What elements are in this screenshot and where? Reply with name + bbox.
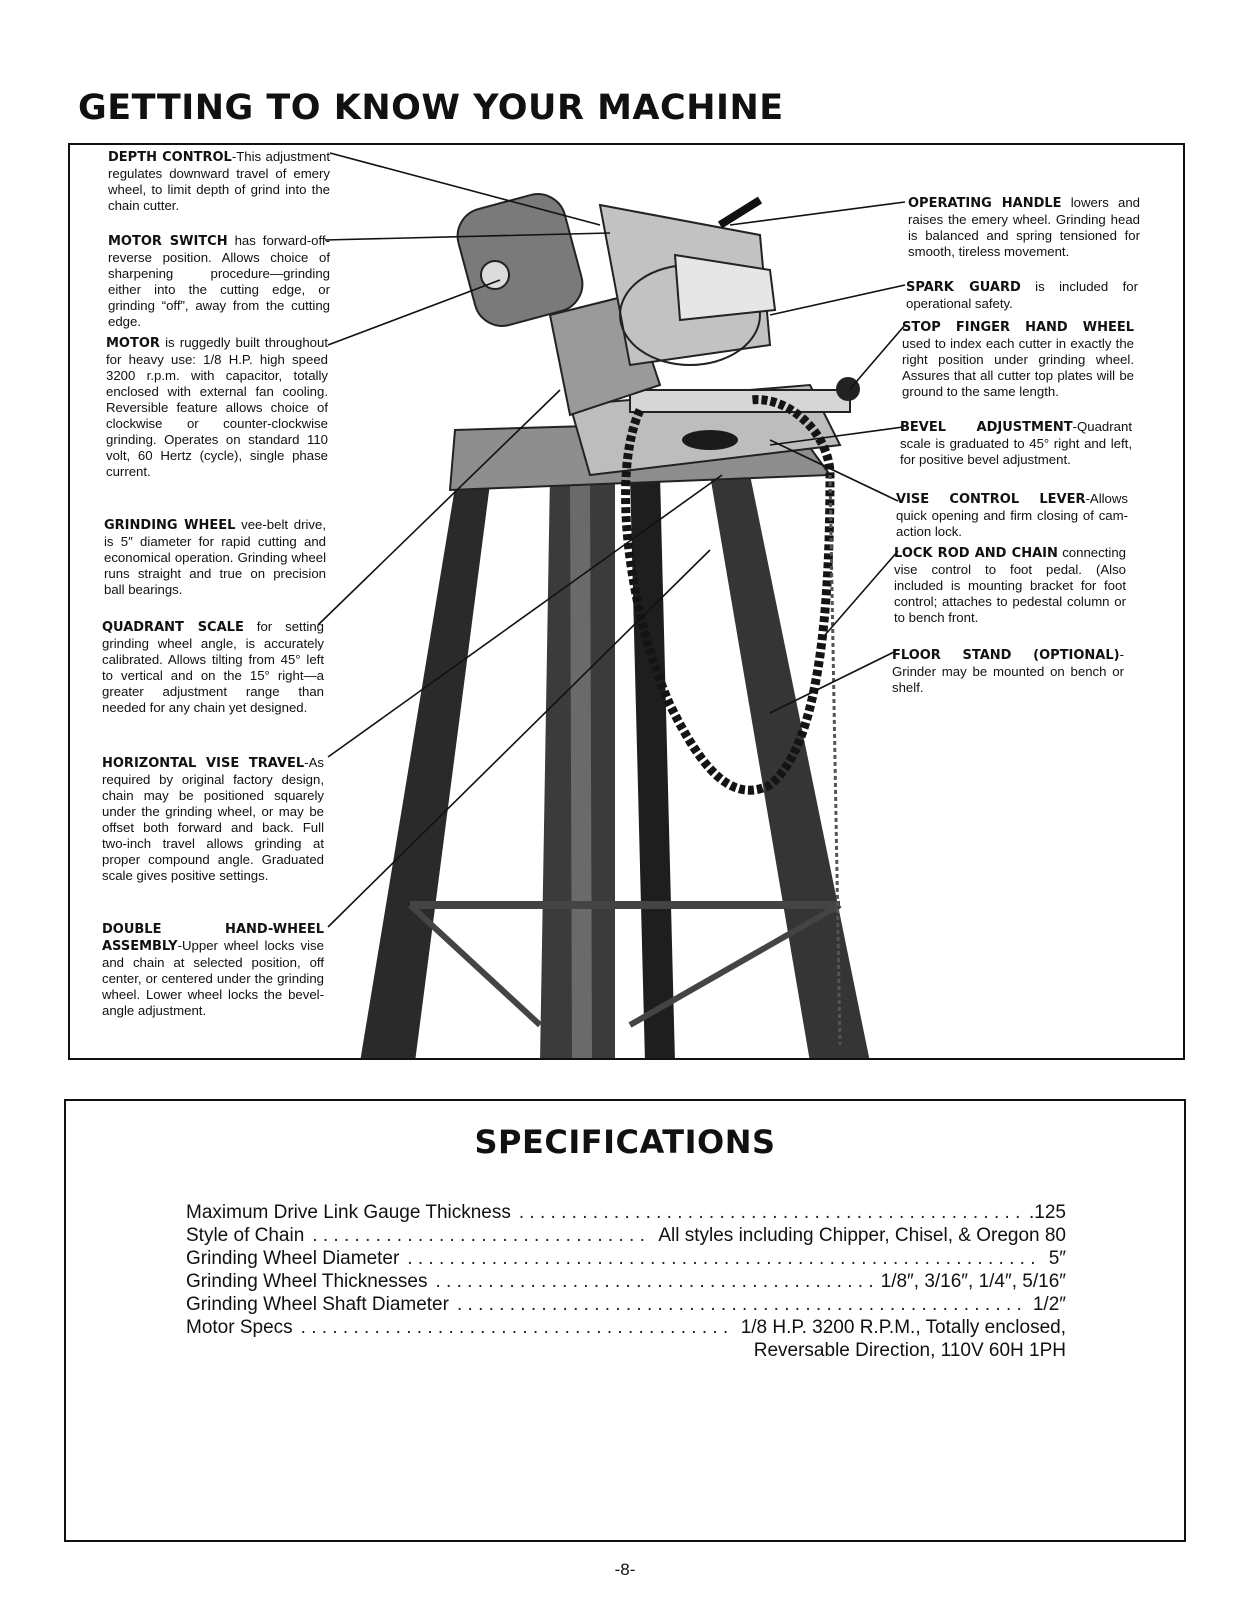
spec-row	[186, 1201, 1066, 1224]
spec-leader-dots	[457, 1293, 1025, 1316]
callout-heading: MOTOR	[106, 336, 160, 351]
callout-heading: QUADRANT SCALE	[102, 620, 244, 635]
callout-stop-finger-hand-wheel	[902, 319, 1134, 400]
stand-brace	[410, 905, 540, 1025]
callout-heading: HORIZONTAL VISE TRAVEL	[102, 756, 305, 771]
spec-motor-continuation: Reversable Direction, 110V 60H 1PH	[753, 1340, 1066, 1361]
callout-body: for setting grinding wheel angle, is accurately calibrated. Allows tilting from 45° left to vertical and on the 15° right—a greater adjustment range than needed for any chain yet designed.	[102, 619, 324, 715]
callout-bevel-adjustment	[900, 419, 1132, 468]
spec-label: Style of Chain	[186, 1225, 305, 1246]
spec-label: Maximum Drive Link Gauge Thickness	[186, 1202, 511, 1223]
callout-heading: GRINDING WHEEL	[104, 518, 236, 533]
callout-body: lowers and raises the emery wheel. Grinding head is balanced and spring tensioned for smooth, tireless movement.	[908, 195, 1140, 259]
callout-heading: VISE CONTROL LEVER	[896, 492, 1086, 507]
callout-heading: SPARK GUARD	[906, 280, 1021, 295]
spec-value: 1/8″, 3/16″, 1/4″, 5/16″	[880, 1271, 1066, 1292]
callout-spark-guard	[906, 279, 1138, 312]
spec-leader-dots	[312, 1224, 650, 1247]
spec-label: Grinding Wheel Diameter	[186, 1248, 400, 1269]
specifications-panel	[64, 1099, 1186, 1542]
callout-heading: DOUBLE HAND-WHEEL ASSEMBLY	[102, 922, 324, 954]
spec-label: Motor Specs	[186, 1317, 293, 1338]
spec-row	[186, 1270, 1066, 1293]
spec-row	[186, 1224, 1066, 1247]
callout-vise-control-lever	[896, 491, 1128, 540]
callout-body: vee-belt drive, is 5″ diameter for rapid cutting and economical operation. Grinding wheel runs straight and true on precision ball bearings.	[104, 517, 326, 597]
callout-body: -Allows quick opening and firm closing of cam-action lock.	[896, 491, 1128, 539]
callout-heading: DEPTH CONTROL	[108, 150, 232, 165]
callout-floor-stand	[892, 647, 1124, 696]
callout-lock-rod-and-chain	[894, 545, 1126, 626]
callout-body: is ruggedly built throughout for heavy use: 1/8 H.P. high speed 3200 r.p.m. with capacitor, totally enclosed with external fan cooling. Reversible feature allows choice of clockwise or counter-clockwise grinding. Operates on standard 110 volt, 60 Hertz (cycle), single phase current.	[106, 335, 328, 479]
callout-operating-handle	[908, 195, 1140, 260]
callout-heading: BEVEL ADJUSTMENT	[900, 420, 1073, 435]
callout-body: connecting vise control to foot pedal. (Also included is mounting bracket for foot control; attaches to pedestal column or to bench front.	[894, 545, 1126, 625]
callout-heading: FLOOR STAND (OPTIONAL)	[892, 648, 1120, 663]
stand-leg-center-highlight	[570, 475, 592, 1060]
specifications-title: SPECIFICATIONS	[474, 1123, 776, 1161]
spec-label: Grinding Wheel Thicknesses	[186, 1271, 428, 1292]
callout-heading: STOP FINGER HAND WHEEL	[902, 320, 1134, 335]
callout-grinding-wheel	[104, 517, 326, 598]
callout-heading: LOCK ROD AND CHAIN	[894, 546, 1058, 561]
spec-leader-dots	[407, 1247, 1040, 1270]
spec-leader-dots	[435, 1270, 872, 1293]
callout-heading: OPERATING HANDLE	[908, 196, 1062, 211]
callout-body: is included for operational safety.	[906, 279, 1139, 311]
spec-value: 1/8 H.P. 3200 R.P.M., Totally enclosed,	[740, 1317, 1066, 1338]
bevel-hand-wheel	[682, 430, 738, 450]
callout-body: -This adjustment regulates downward travel of emery wheel, to limit depth of grind into the chain cutter.	[108, 149, 330, 213]
page-title: GETTING TO KNOW YOUR MACHINE	[78, 88, 784, 128]
spec-value: 1/2″	[1032, 1294, 1066, 1315]
callout-body: -Quadrant scale is graduated to 45° right and left, for positive bevel adjustment.	[900, 419, 1132, 467]
callout-horizontal-vise-travel	[102, 755, 324, 884]
callout-body: -As required by original factory design, chain may be positioned squarely under the grinding wheel, or may be offset both forward and back. Full two-inch travel allows grinding at proper compound angle. Graduated scale gives positive settings.	[102, 755, 324, 883]
callout-motor	[106, 335, 328, 480]
spec-row	[186, 1293, 1066, 1316]
spec-row	[186, 1247, 1066, 1270]
callout-body: has forward-off-reverse position. Allows choice of sharpening procedure—grinding either into the cutting edge, or grinding “off”, away from the cutting edge.	[108, 233, 330, 329]
spec-leader-dots	[519, 1201, 1021, 1224]
spec-value: All styles including Chipper, Chisel, & Oregon 80	[658, 1225, 1066, 1246]
page-number: -8-	[614, 1560, 636, 1579]
callout-motor-switch	[108, 233, 330, 330]
callout-body: -Grinder may be mounted on bench or shelf.	[892, 647, 1124, 695]
callout-body: -Upper wheel locks vise and chain at selected position, off center, or centered under the grinding wheel. Lower wheel locks the bevel-angle adjustment.	[102, 938, 324, 1018]
spec-leader-dots	[301, 1316, 733, 1339]
spec-value: .125	[1029, 1202, 1066, 1223]
callout-body: used to index each cutter in exactly the right position under grinding wheel. Assures that all cutter top plates will be ground to the same length.	[902, 336, 1134, 399]
spec-label: Grinding Wheel Shaft Diameter	[186, 1294, 449, 1315]
callout-quadrant-scale	[102, 619, 324, 716]
spec-row	[186, 1316, 1066, 1339]
stand-leg-back	[630, 475, 675, 1060]
machine-diagram-panel	[68, 143, 1185, 1060]
callout-depth-control	[108, 149, 330, 214]
spec-value: 5″	[1048, 1248, 1066, 1269]
vise-bar	[630, 390, 850, 412]
callout-double-hand-wheel	[102, 921, 324, 1019]
callout-heading: MOTOR SWITCH	[108, 234, 228, 249]
specifications-list	[186, 1201, 1066, 1362]
